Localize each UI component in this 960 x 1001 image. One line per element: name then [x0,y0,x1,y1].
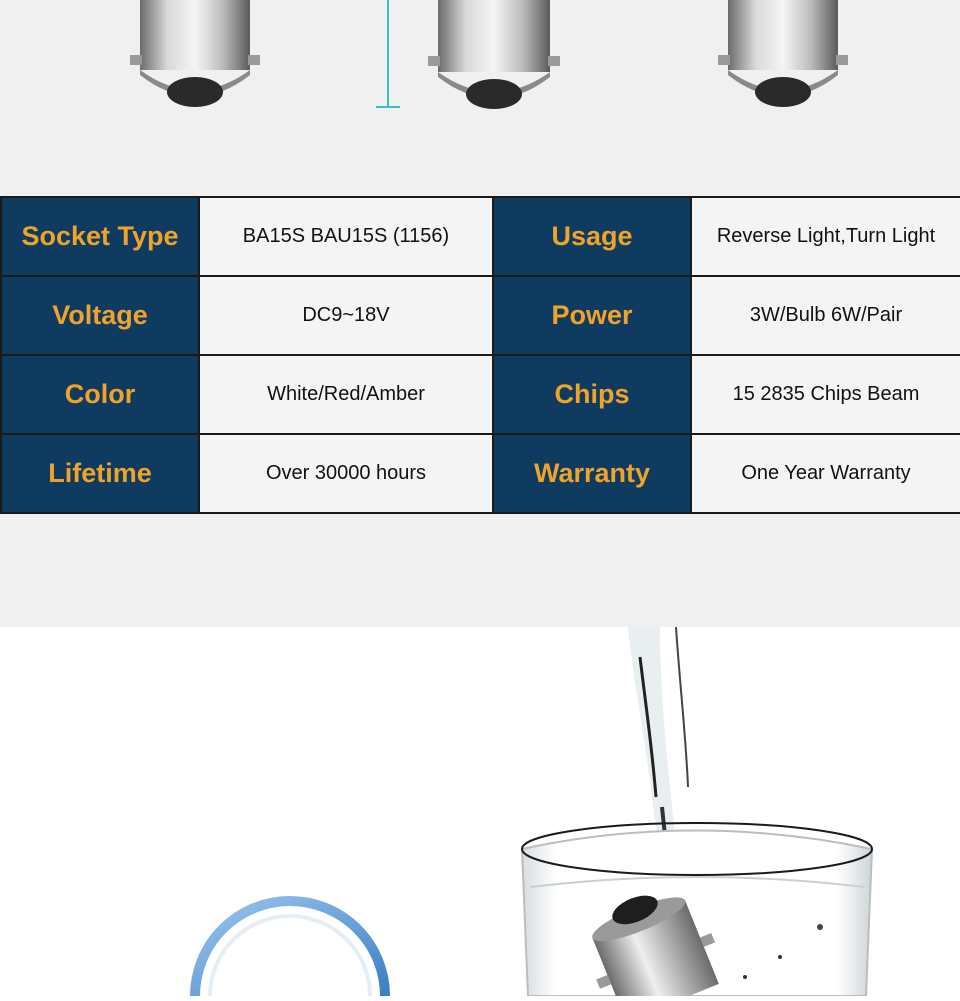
bulb-base-center [428,0,560,109]
blue-ring [195,901,385,996]
spec-value-usage: Reverse Light,Turn Light [691,197,960,276]
spec-value-warranty: One Year Warranty [691,434,960,513]
spec-value-lifetime: Over 30000 hours [199,434,493,513]
spec-value-chips: 15 2835 Chips Beam [691,355,960,434]
table-row [1,276,960,355]
spec-label-chips: Chips [493,355,691,434]
spec-label-usage: Usage [493,197,691,276]
spec-value-socket-type: BA15S BAU15S (1156) [199,197,493,276]
table-row [1,355,960,434]
waterproof-section [0,627,960,996]
spec-value-power: 3W/Bulb 6W/Pair [691,276,960,355]
spec-value-voltage: DC9~18V [199,276,493,355]
bulb-in-water-glass-image [0,627,960,996]
spec-label-power: Power [493,276,691,355]
bulb-base-left [130,0,260,107]
spec-table [0,196,960,514]
spec-label-voltage: Voltage [1,276,199,355]
table-row [1,197,960,276]
spec-label-warranty: Warranty [493,434,691,513]
dimension-guide-line [376,0,400,107]
table-row [1,434,960,513]
bulb-images [0,0,960,140]
spec-value-color: White/Red/Amber [199,355,493,434]
spec-label-color: Color [1,355,199,434]
spec-label-lifetime: Lifetime [1,434,199,513]
bulb-base-right [718,0,848,107]
spec-label-socket-type: Socket Type [1,197,199,276]
